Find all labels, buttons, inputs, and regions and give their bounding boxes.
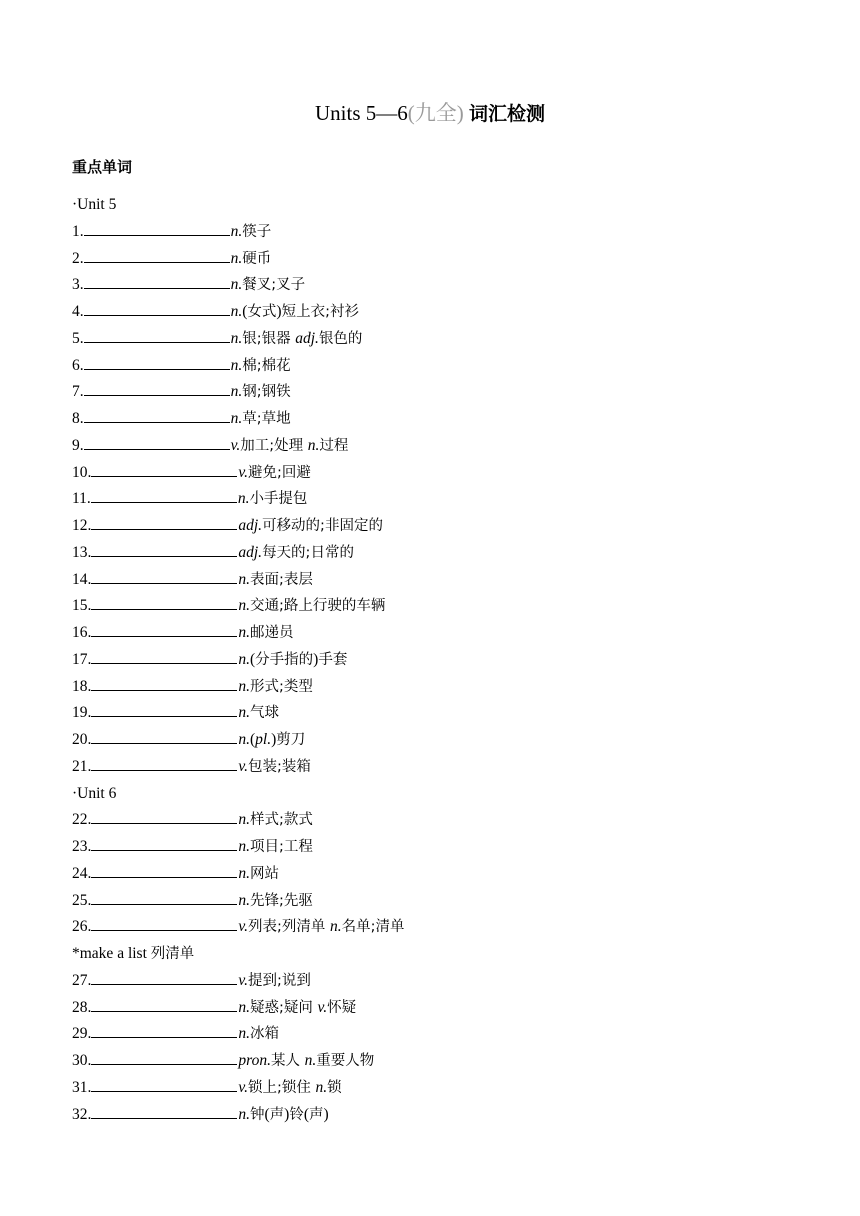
vocab-item: [72, 219, 792, 246]
unit-heading: [72, 781, 792, 808]
part-of-speech: n.: [230, 303, 243, 320]
definition-text: 提到;说到: [247, 972, 311, 989]
definition-text: 包装;装箱: [247, 758, 311, 775]
item-number: 28.: [72, 998, 92, 1016]
definition-text: 气球: [250, 705, 279, 722]
answer-blank[interactable]: [91, 1075, 237, 1092]
part-of-speech: n.: [307, 436, 320, 454]
item-number: 13.: [72, 543, 92, 561]
unit-heading-label: ·Unit 6: [72, 784, 117, 802]
vocab-item: [72, 299, 792, 326]
definition-text: 草;草地: [242, 411, 291, 427]
answer-blank[interactable]: [84, 379, 230, 396]
part-of-speech: n.: [238, 838, 250, 855]
vocab-item: [72, 968, 792, 995]
item-number: 11.: [72, 490, 91, 508]
part-of-speech: pl.: [255, 731, 272, 748]
answer-blank[interactable]: [91, 914, 237, 931]
item-number: 16.: [72, 624, 92, 641]
phrase-note: [72, 941, 792, 968]
vocab-item: [72, 1048, 792, 1075]
vocab-item: [72, 379, 792, 406]
item-number: 32.: [72, 1105, 92, 1123]
part-of-speech: n.: [304, 1052, 317, 1069]
item-number: 12.: [72, 517, 92, 534]
definition-text: 可移动的;非固定的: [262, 518, 383, 534]
item-number: 24.: [72, 864, 92, 882]
definition-text: 过程: [319, 437, 349, 454]
vocab-item: [72, 486, 792, 513]
vocab-item: [72, 995, 792, 1022]
definition-text: 铃: [289, 1106, 304, 1123]
answer-blank[interactable]: [91, 620, 237, 637]
answer-blank[interactable]: [91, 513, 237, 530]
answer-blank[interactable]: [91, 647, 237, 664]
item-number: 19.: [72, 704, 92, 722]
item-number: 27.: [72, 971, 92, 989]
definition-text: (: [264, 1105, 270, 1123]
part-of-speech: n.: [230, 383, 243, 401]
answer-blank[interactable]: [91, 540, 237, 557]
vocab-item: [72, 727, 792, 754]
vocab-item: [72, 433, 792, 460]
answer-blank[interactable]: [84, 326, 230, 343]
part-of-speech: v.: [238, 463, 248, 481]
item-number: 6.: [72, 356, 84, 374]
definition-text: 冰箱: [250, 1026, 279, 1043]
definition-text: 筷子: [242, 223, 272, 240]
definition-text: 名单;清单: [341, 919, 405, 936]
vocab-item: [72, 807, 792, 834]
answer-blank[interactable]: [91, 968, 237, 985]
item-number: 20.: [72, 731, 92, 748]
definition-text: ): [313, 650, 319, 668]
vocab-item: [72, 513, 792, 540]
definition-text: ): [323, 1105, 329, 1123]
vocab-item: [72, 1021, 792, 1048]
part-of-speech: n.: [238, 650, 250, 668]
definition-text: 列清单: [150, 946, 195, 962]
answer-blank[interactable]: [84, 272, 230, 289]
title-paren: (九全): [407, 101, 464, 125]
answer-blank[interactable]: [84, 433, 230, 450]
item-number: 23.: [72, 838, 92, 855]
part-of-speech: adj.: [295, 329, 319, 347]
definition-text: 列表;列清单: [247, 919, 330, 936]
vocab-item: [72, 272, 792, 299]
item-number: 17.: [72, 650, 92, 668]
part-of-speech: n.: [238, 811, 250, 829]
answer-blank[interactable]: [91, 1102, 237, 1119]
part-of-speech: n.: [237, 490, 250, 508]
answer-blank[interactable]: [91, 727, 237, 744]
vocab-item: [72, 834, 792, 861]
definition-text: (: [242, 303, 248, 320]
definition-text: ): [284, 1105, 290, 1123]
item-number: 29.: [72, 1025, 92, 1043]
item-number: 4.: [72, 303, 84, 320]
definition-text: 声: [269, 1106, 285, 1123]
definition-text: 剪刀: [276, 732, 306, 748]
definition-text: 锁: [327, 1079, 342, 1096]
part-of-speech: n.: [238, 731, 250, 748]
answer-blank[interactable]: [91, 1048, 237, 1065]
definition-text: 先锋;先驱: [250, 892, 313, 909]
definition-text: 形式;类型: [250, 678, 313, 695]
part-of-speech: v.: [317, 998, 328, 1016]
definition-text: 银;银器: [242, 330, 296, 347]
vocab-item: [72, 540, 792, 567]
part-of-speech: n.: [238, 1025, 250, 1043]
answer-blank[interactable]: [91, 861, 237, 878]
definition-text: (: [303, 1105, 310, 1123]
vocab-list: [72, 192, 792, 1128]
part-of-speech: adj.: [238, 543, 263, 561]
definition-text: 怀疑: [327, 999, 357, 1016]
vocab-item: [72, 914, 792, 941]
part-of-speech: n.: [238, 677, 250, 695]
vocab-item: [72, 406, 792, 433]
part-of-speech: n.: [238, 864, 250, 882]
answer-blank[interactable]: [91, 888, 237, 905]
definition-text: 疑惑;疑问: [250, 999, 318, 1016]
page-title: [0, 98, 860, 129]
definition-text: ): [271, 731, 277, 748]
item-number: 15.: [72, 597, 92, 615]
definition-text: 女式: [247, 304, 277, 320]
definition-text: 短上衣;衬衫: [281, 304, 359, 320]
part-of-speech: n.: [230, 276, 243, 294]
definition-text: (: [250, 650, 256, 668]
part-of-speech: n.: [238, 704, 250, 722]
item-number: 25.: [72, 891, 92, 909]
vocab-item: [72, 593, 792, 620]
vocab-item: [72, 861, 792, 888]
definition-text: 声: [309, 1106, 324, 1123]
answer-blank[interactable]: [91, 460, 237, 477]
vocab-item: [72, 620, 792, 647]
vocab-item: [72, 246, 792, 273]
answer-blank[interactable]: [91, 700, 237, 717]
item-number: 10.: [72, 463, 92, 481]
definition-text: 项目;工程: [250, 839, 313, 855]
vocab-item: [72, 1102, 792, 1129]
definition-text: 钟: [250, 1106, 265, 1123]
answer-blank[interactable]: [91, 807, 237, 824]
title-prefix: Units 5—6: [314, 101, 408, 125]
part-of-speech: n.: [238, 624, 250, 641]
part-of-speech: n.: [230, 410, 243, 427]
vocab-item: [72, 754, 792, 781]
part-of-speech: n.: [230, 356, 243, 374]
item-number: 5.: [72, 329, 84, 347]
definition-text: 餐叉;叉子: [242, 277, 306, 294]
vocab-item: [72, 674, 792, 701]
definition-text: 银色的: [318, 330, 363, 347]
definition-text: 某人: [270, 1053, 305, 1069]
definition-text: 邮递员: [250, 625, 294, 641]
item-number: 3.: [72, 276, 84, 294]
item-number: 1.: [72, 222, 84, 240]
definition-text: 钢;钢铁: [242, 384, 291, 401]
vocab-item: [72, 353, 792, 380]
answer-blank[interactable]: [91, 995, 237, 1012]
part-of-speech: n.: [238, 570, 250, 588]
vocab-item: [72, 888, 792, 915]
part-of-speech: n.: [315, 1078, 328, 1096]
definition-text: 硬币: [242, 250, 272, 267]
part-of-speech: n.: [238, 891, 250, 909]
item-number: 31.: [72, 1078, 92, 1096]
definition-text: 棉;棉花: [242, 357, 291, 374]
part-of-speech: n.: [238, 597, 250, 615]
part-of-speech: pron.: [238, 1052, 271, 1069]
answer-blank[interactable]: [84, 219, 230, 236]
part-of-speech: n.: [230, 249, 243, 267]
answer-blank[interactable]: [91, 567, 237, 584]
item-number: 30.: [72, 1052, 92, 1069]
definition-text: 交通;路上行驶的车辆: [250, 598, 386, 615]
title-suffix: 词汇检测: [469, 103, 546, 125]
item-number: 18.: [72, 677, 92, 695]
unit-heading-label: ·Unit 5: [72, 196, 117, 213]
vocab-item: [72, 460, 792, 487]
part-of-speech: v.: [230, 436, 241, 454]
vocab-item: [72, 1075, 792, 1102]
part-of-speech: v.: [238, 971, 248, 989]
unit-heading: [72, 192, 792, 219]
part-of-speech: v.: [238, 918, 248, 936]
answer-blank[interactable]: [91, 674, 237, 691]
answer-blank[interactable]: [84, 299, 230, 316]
definition-text: 加工;处理: [240, 437, 308, 454]
answer-blank[interactable]: [91, 754, 237, 771]
answer-blank[interactable]: [91, 593, 237, 610]
item-number: 21.: [72, 757, 92, 775]
vocab-item: [72, 700, 792, 727]
item-number: 2.: [72, 249, 84, 267]
definition-text: ): [276, 303, 282, 320]
answer-blank[interactable]: [91, 834, 237, 851]
definition-text: 锁上;锁住: [247, 1079, 316, 1096]
section-title: 重点单词: [72, 158, 133, 176]
definition-text: 避免;回避: [247, 464, 311, 481]
item-number: 9.: [72, 436, 84, 454]
definition-text: 手套: [318, 651, 348, 668]
answer-blank[interactable]: [84, 246, 230, 263]
item-number: 26.: [72, 918, 92, 936]
vocab-item: [72, 567, 792, 594]
item-number: 22.: [72, 811, 92, 829]
definition-text: 小手提包: [249, 491, 308, 508]
definition-text: 网站: [250, 865, 279, 882]
answer-blank[interactable]: [91, 1021, 237, 1038]
definition-text: 重要人物: [316, 1053, 375, 1069]
definition-text: (: [250, 731, 256, 748]
definition-text: 分手指的: [255, 651, 314, 668]
part-of-speech: n.: [329, 918, 342, 936]
definition-text: 样式;款式: [250, 812, 313, 829]
definition-text: 每天的;日常的: [262, 544, 354, 561]
item-number: 14.: [72, 570, 92, 588]
answer-blank[interactable]: [91, 486, 237, 503]
part-of-speech: n.: [238, 1105, 250, 1123]
answer-blank[interactable]: [84, 406, 230, 423]
answer-blank[interactable]: [84, 353, 230, 370]
part-of-speech: v.: [238, 1078, 248, 1096]
part-of-speech: n.: [238, 998, 250, 1016]
part-of-speech: adj.: [238, 517, 263, 534]
vocab-item: [72, 326, 792, 353]
part-of-speech: n.: [230, 329, 243, 347]
definition-text: *make a list: [72, 945, 151, 962]
vocab-item: [72, 647, 792, 674]
item-number: 7.: [72, 383, 84, 401]
item-number: 8.: [72, 410, 84, 427]
part-of-speech: v.: [238, 757, 248, 775]
part-of-speech: n.: [230, 222, 243, 240]
definition-text: 表面;表层: [250, 571, 313, 588]
